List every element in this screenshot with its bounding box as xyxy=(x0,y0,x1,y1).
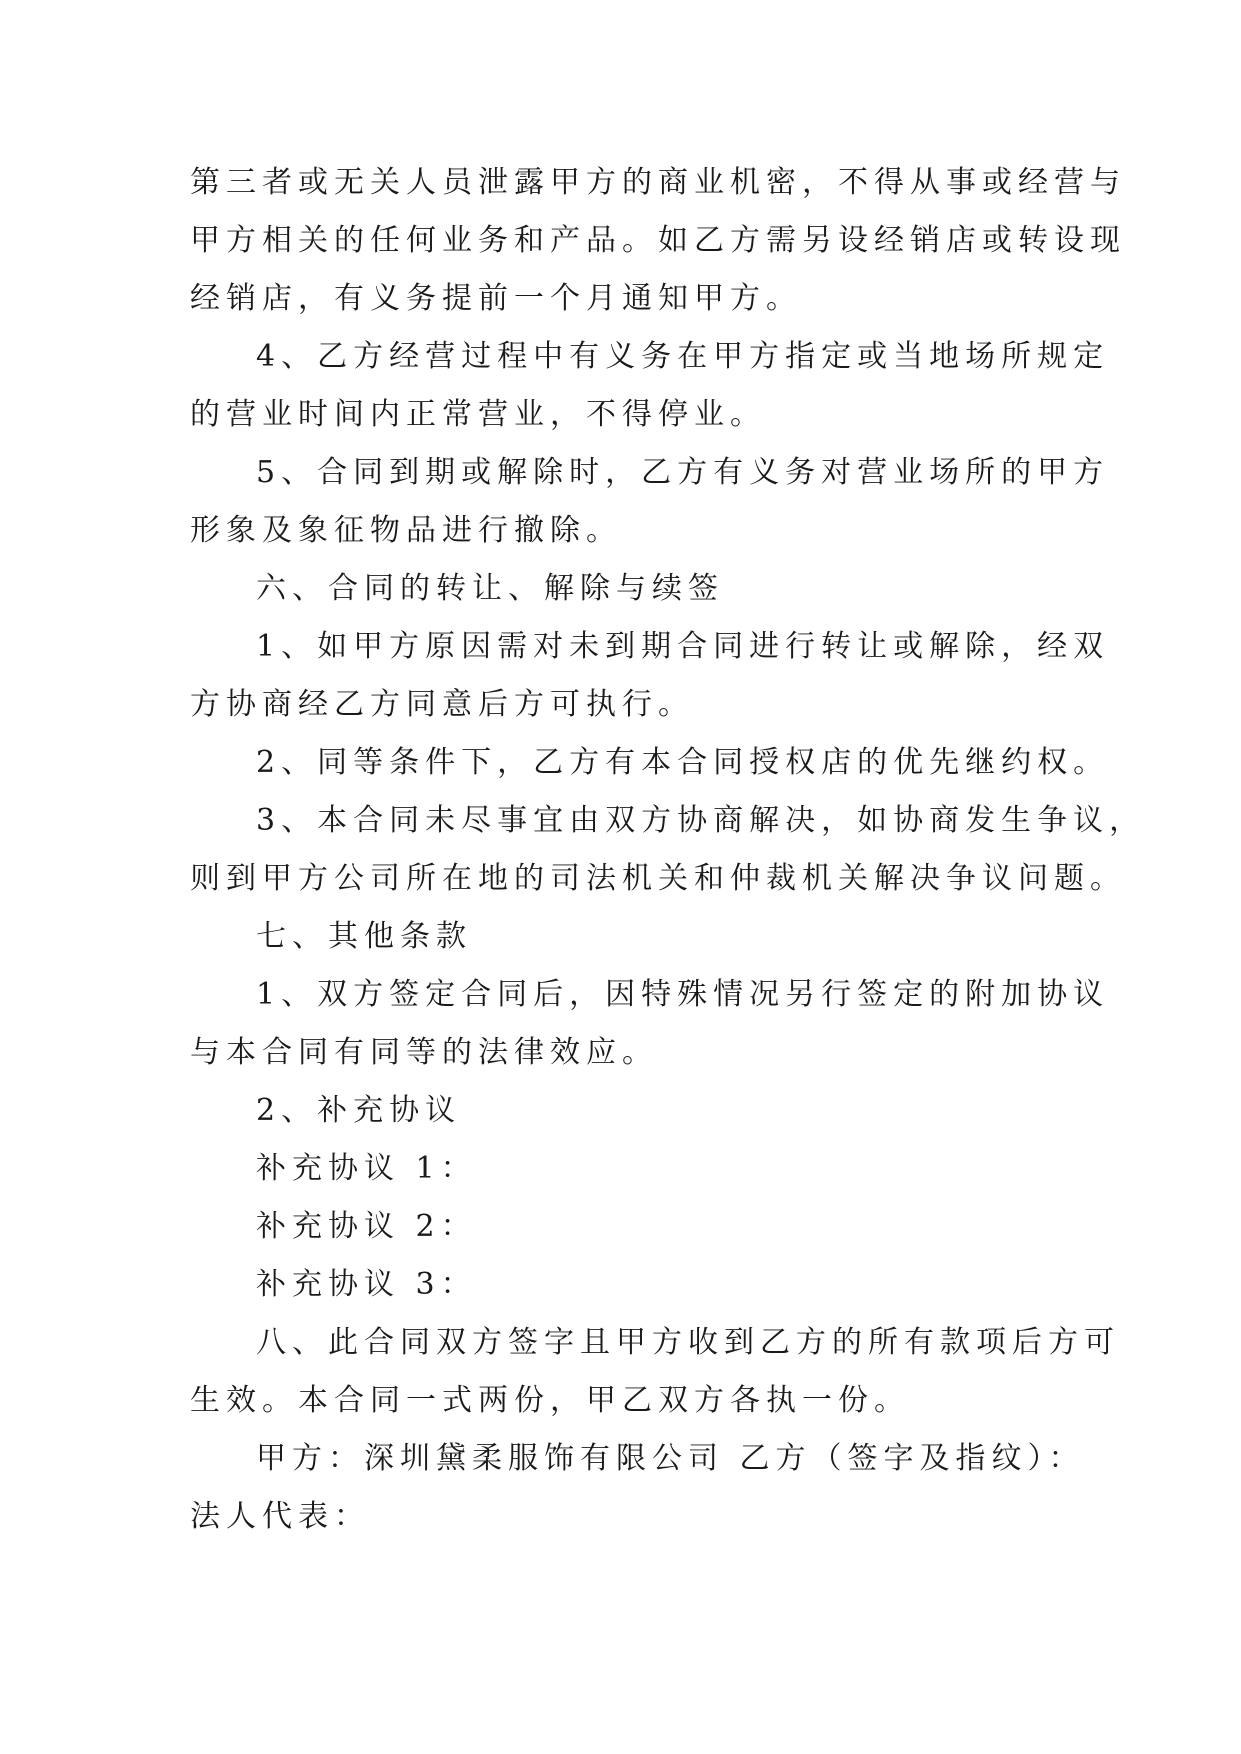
text-line: 1、如甲方原因需对未到期合同进行转让或解除，经双 xyxy=(256,629,1110,664)
text-line: 形象及象征物品进行撤除。 xyxy=(190,513,622,548)
text-line: 4、乙方经营过程中有义务在甲方指定或当地场所规定 xyxy=(256,339,1110,374)
text-line: 八、此合同双方签字且甲方收到乙方的所有款项后方可 xyxy=(256,1325,1120,1360)
document-body xyxy=(190,154,1146,1546)
text-line: 生效。本合同一式两份，甲乙双方各执一份。 xyxy=(190,1383,910,1418)
text-line: 甲方：深圳黛柔服饰有限公司 乙方（签字及指纹）： xyxy=(256,1441,1085,1476)
text-line: 七、其他条款 xyxy=(256,919,472,954)
text-line: 3、本合同未尽事宜由双方协商解决，如协商发生争议， xyxy=(256,803,1146,838)
text-line: 六、合同的转让、解除与续签 xyxy=(256,571,724,606)
text-line: 的营业时间内正常营业，不得停业。 xyxy=(190,397,766,432)
text-line: 经销店，有义务提前一个月通知甲方。 xyxy=(190,281,802,316)
text-line: 方协商经乙方同意后方可执行。 xyxy=(190,687,694,722)
text-line: 则到甲方公司所在地的司法机关和仲裁机关解决争议问题。 xyxy=(190,861,1126,896)
text-line: 补充协议 3： xyxy=(256,1267,477,1302)
text-line: 与本合同有同等的法律效应。 xyxy=(190,1035,658,1070)
text-line: 补充协议 1： xyxy=(256,1151,477,1186)
text-line: 1、双方签定合同后，因特殊情况另行签定的附加协议 xyxy=(256,977,1110,1012)
text-line: 第三者或无关人员泄露甲方的商业机密，不得从事或经营与 xyxy=(190,165,1126,200)
text-line: 补充协议 2： xyxy=(256,1209,477,1244)
text-line: 甲方相关的任何业务和产品。如乙方需另设经销店或转设现 xyxy=(190,223,1126,258)
text-line: 2、补充协议 xyxy=(256,1093,462,1128)
text-line: 法人代表： xyxy=(190,1499,370,1534)
text-line: 2、同等条件下，乙方有本合同授权店的优先继约权。 xyxy=(256,745,1110,780)
text-line: 5、合同到期或解除时，乙方有义务对营业场所的甲方 xyxy=(256,455,1110,490)
